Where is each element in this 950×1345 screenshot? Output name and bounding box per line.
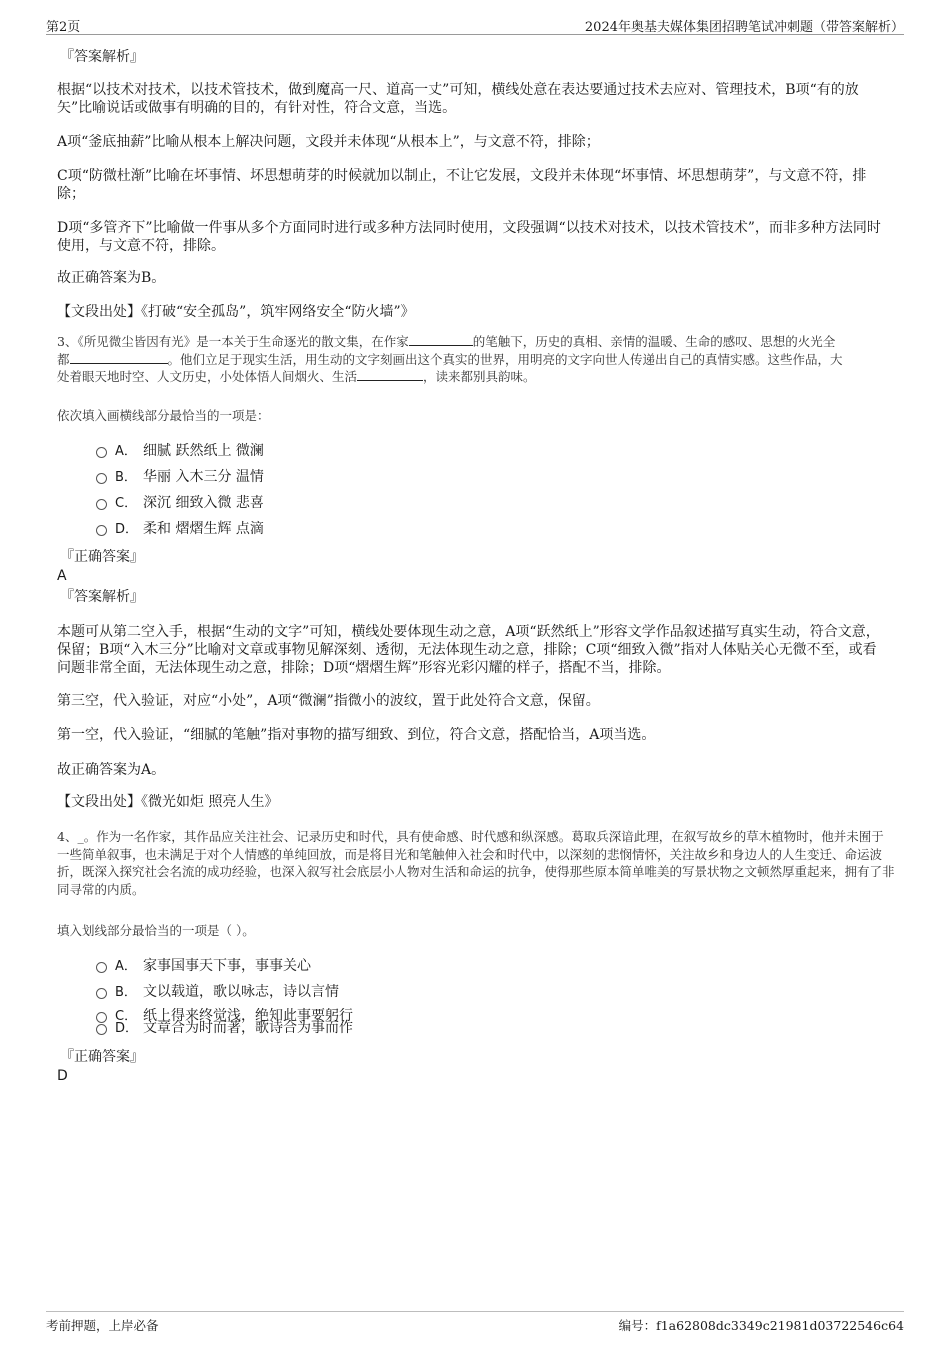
footer-slogan: 考前押题，上岸必备 — [46, 1318, 159, 1333]
analysis-paragraph: A项“釜底抽薪”比喻从根本上解决问题，文段并未体现“从根本上”，与文意不符，排除； — [57, 134, 600, 150]
analysis-paragraph: C项“防微杜渐”比喻在坏事情、坏思想萌芽的时候就加以制止，不让它发展，文段并未体现“坏事情、坏思想萌芽”，与文意不符，排除； — [57, 168, 867, 202]
option-d[interactable]: D． 文章合为时而著，歌诗合为事而作 — [96, 1019, 353, 1038]
option-b[interactable]: B． 文以载道，歌以咏志，诗以言情 — [96, 983, 339, 1002]
correct-answer-heading: 『正确答案』 — [60, 1049, 144, 1065]
radio-icon[interactable] — [96, 447, 107, 458]
analysis-paragraph: 第三空，代入验证，对应“小处”，A项“微澜”指微小的波纹，置于此处符合文意，保留。 — [57, 693, 600, 709]
analysis-paragraph: 根据“以技术对技术，以技术管技术，做到魔高一尺、道高一丈”可知，横线处意在表达要通过技术去应对、管理技术，B项“有的放矢”比喻说话或做事有明确的目的，有针对性，符合文意，当选。 — [57, 82, 859, 116]
page-footer — [46, 1311, 904, 1332]
radio-icon[interactable] — [96, 525, 107, 536]
document-title: 2024年奥基夫媒体集团招聘笔试冲刺题（带答案解析） — [584, 20, 904, 35]
option-c[interactable]: C． 纸上得来终觉浅，绝知此事要躬行 — [96, 1007, 353, 1026]
analysis-paragraph: 本题可从第二空入手，根据“生动的文字”可知，横线处要体现生动之意，A项“跃然纸上”形容文学作品叙述描写真实生动，符合文意，保留；B项“入木三分”比喻对文章或事物见解深刻、透彻，无法体现生动之意，排除；C项“细致入微”指对人体贴关心无微不至，或看问题非常全面，无法体现生动之意，排除；D项“熠熠生辉”形容光彩闪耀的样子，搭配不当，排除。 — [57, 624, 880, 676]
option-b[interactable]: B． 华丽 入木三分 温情 — [96, 468, 264, 487]
option-d[interactable]: D． 柔和 熠熠生辉 点滴 — [96, 520, 264, 539]
question-3-text: 3、《所见微尘皆因有光》是一本关于生命逐光的散文集，在作家 的笔触下，历史的真相、亲情的温暖、生命的感叹、思想的火光全 都 。他们立足于现实生活，用生动的文字刻画出这个真实的世界，用明亮的文字向世人传递出自己的真情实感。这些作品，大 处着眼天地时空、人文历史，小处体悟人间烟火、生活 ，读来都别具韵味。 — [57, 334, 843, 384]
option-c[interactable]: C． 深沉 细致入微 悲喜 — [96, 494, 264, 513]
fill-blank — [409, 333, 473, 346]
option-a[interactable]: A． 家事国事天下事，事事关心 — [96, 957, 311, 976]
correct-answer-heading: 『正确答案』 — [60, 549, 144, 565]
page-header — [46, 16, 904, 35]
fill-blank — [70, 351, 168, 364]
correct-answer: D — [57, 1068, 68, 1084]
radio-icon[interactable] — [96, 962, 107, 973]
radio-icon[interactable] — [96, 988, 107, 999]
question-prompt: 依次填入画横线部分最恰当的一项是： — [57, 408, 270, 423]
fill-blank — [357, 368, 423, 381]
analysis-heading: 『答案解析』 — [60, 49, 144, 65]
source-citation: 【文段出处】《打破“安全孤岛”，筑牢网络安全“防火墙”》 — [57, 304, 415, 320]
correct-answer: A — [57, 568, 67, 584]
analysis-paragraph: 第一空，代入验证，“细腻的笔触”指对事物的描写细致、到位，符合文意，搭配恰当，A项当选。 — [57, 727, 656, 743]
analysis-paragraph: D项“多管齐下”比喻做一件事从多个方面同时进行或多种方法同时使用，文段强调“以技术对技术，以技术管技术”，而非多种方法同时使用，与文意不符，排除。 — [57, 220, 881, 254]
page-number: 第2页 — [46, 20, 81, 35]
radio-icon[interactable] — [96, 499, 107, 510]
question-prompt: 填入划线部分最恰当的一项是（ ）。 — [57, 923, 255, 938]
analysis-heading: 『答案解析』 — [60, 589, 144, 605]
radio-icon[interactable] — [96, 473, 107, 484]
final-answer-line: 故正确答案为B。 — [57, 270, 166, 286]
question-4-text: 4、_。作为一名作家，其作品应关注社会、记录历史和时代，具有使命感、时代感和纵深感。葛取兵深谙此理，在叙写故乡的草木植物时，他并未囿于一些简单叙事，也未满足于对个人情感的单纯回放，而是将目光和笔触伸入社会和时代中，以深刻的悲悯情怀，关注故乡和身边人的人生变迁、命运波折，既深入探究社会名流的成功经验，也深入叙写社会底层小人物对生活和命运的抗争，使得那些原本简单唯美的写景状物之文顿然厚重起来，拥有了非同寻常的内质。 — [57, 829, 895, 897]
option-a[interactable]: A． 细腻 跃然纸上 微澜 — [96, 442, 264, 461]
radio-icon[interactable] — [96, 1024, 107, 1035]
final-answer-line: 故正确答案为A。 — [57, 762, 166, 778]
source-citation: 【文段出处】《微光如炬 照亮人生》 — [57, 794, 279, 810]
document-serial: 编号：f1a62808dc3349c21981d03722546c64 — [618, 1318, 904, 1333]
